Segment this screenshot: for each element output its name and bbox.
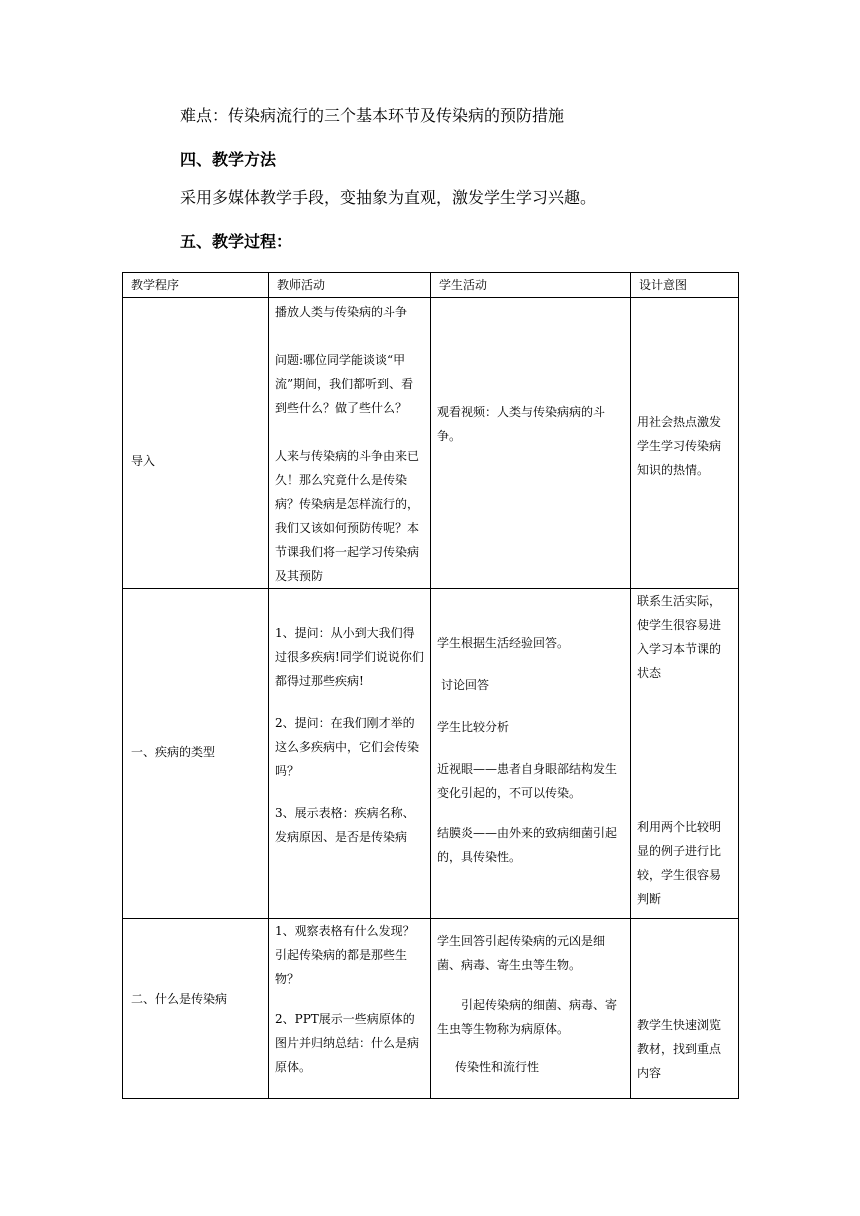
student-activity-cell xyxy=(431,919,631,1099)
table-header-row xyxy=(123,273,739,298)
student-activity-cell xyxy=(431,589,631,919)
header-teacher-activity: 教师活动 xyxy=(269,273,431,298)
teacher-activity-text: 3、展示表格：疾病名称、发病原因、是否是传染病 xyxy=(275,806,415,844)
teacher-activity-text: 问题:哪位同学能谈谈“甲流”期间，我们都听到、看到些什么？做了些什么？ xyxy=(275,353,414,415)
teacher-activity-cell xyxy=(269,298,431,589)
header-student-activity: 学生活动 xyxy=(431,273,631,298)
student-activity-text: 结膜炎——由外来的致病细菌引起的，具传染性。 xyxy=(437,826,618,864)
header-procedure: 教学程序 xyxy=(123,273,269,298)
header-design-intent: 设计意图 xyxy=(631,273,739,298)
student-activity-text: 学生比较分析 xyxy=(437,720,510,734)
student-activity-text: 学生根据生活经验回答。 xyxy=(437,636,570,650)
student-activity-text: 讨论回答 xyxy=(441,678,490,692)
teacher-activity-text: 1、提问：从小到大我们得过很多疾病!同学们说说你们都得过那些疾病! xyxy=(275,626,424,688)
design-intent-cell xyxy=(631,298,739,589)
student-activity-text: 传染性和流行性 xyxy=(455,1060,540,1074)
design-intent-cell xyxy=(631,919,739,1099)
stage-label: 一、疾病的类型 xyxy=(131,744,216,759)
student-activity-text: 观看视频：人类与传染病病的斗争。 xyxy=(437,405,606,443)
design-intent-text: 联系生活实际，使学生很容易进入学习本节课的状态 xyxy=(637,594,722,680)
student-activity-text: 引起传染病的细菌、病毒、寄生虫等生物称为病原体。 xyxy=(437,998,618,1036)
student-activity-text: 近视眼——患者自身眼部结构发生变化引起的，不可以传染。 xyxy=(437,762,618,800)
teaching-process-table xyxy=(122,272,739,1099)
stage-label: 二、什么是传染病 xyxy=(131,991,228,1006)
student-activity-cell xyxy=(431,298,631,589)
teacher-activity-text: 1、观察表格有什么发现？引起传染病的都是那些生物？ xyxy=(275,924,415,986)
teaching-process-heading: 五、教学过程： xyxy=(180,232,293,251)
table-row xyxy=(123,298,739,589)
teacher-activity-text: 2、PPT展示一些病原体的图片并归纳总结：什么是病原体。 xyxy=(275,1012,420,1074)
student-activity-text: 学生回答引起传染病的元凶是细菌、病毒、寄生虫等生物。 xyxy=(437,934,606,972)
stage-cell xyxy=(123,919,269,1099)
design-intent-text: 利用两个比较明显的例子进行比较，学生很容易判断 xyxy=(637,820,722,906)
teaching-method-paragraph: 采用多媒体教学手段，变抽象为直观，激发学生学习兴趣。 xyxy=(180,188,597,207)
teaching-method-heading: 四、教学方法 xyxy=(180,150,277,169)
table-row xyxy=(123,589,739,919)
teacher-activity-cell xyxy=(269,919,431,1099)
teacher-activity-text: 播放人类与传染病的斗争 xyxy=(275,305,408,319)
table-row xyxy=(123,919,739,1099)
design-intent-text: 用社会热点激发学生学习传染病知识的热情。 xyxy=(637,415,722,477)
design-intent-text: 教学生快速浏览教材，找到重点内容 xyxy=(637,1018,722,1080)
teacher-activity-text: 人来与传染病的斗争由来已久！那么究竟什么是传染病？传染病是怎样流行的，我们又该如何预防传呢？本节课我们将一起学习传染病及其预防 xyxy=(275,449,420,583)
stage-cell xyxy=(123,298,269,589)
design-intent-cell xyxy=(631,589,739,919)
teacher-activity-cell xyxy=(269,589,431,919)
stage-cell xyxy=(123,589,269,919)
stage-label: 导入 xyxy=(131,454,156,468)
difficulty-paragraph: 难点：传染病流行的三个基本环节及传染病的预防措施 xyxy=(180,106,565,125)
teacher-activity-text: 2、提问：在我们刚才举的这么多疾病中，它们会传染吗？ xyxy=(275,716,420,778)
